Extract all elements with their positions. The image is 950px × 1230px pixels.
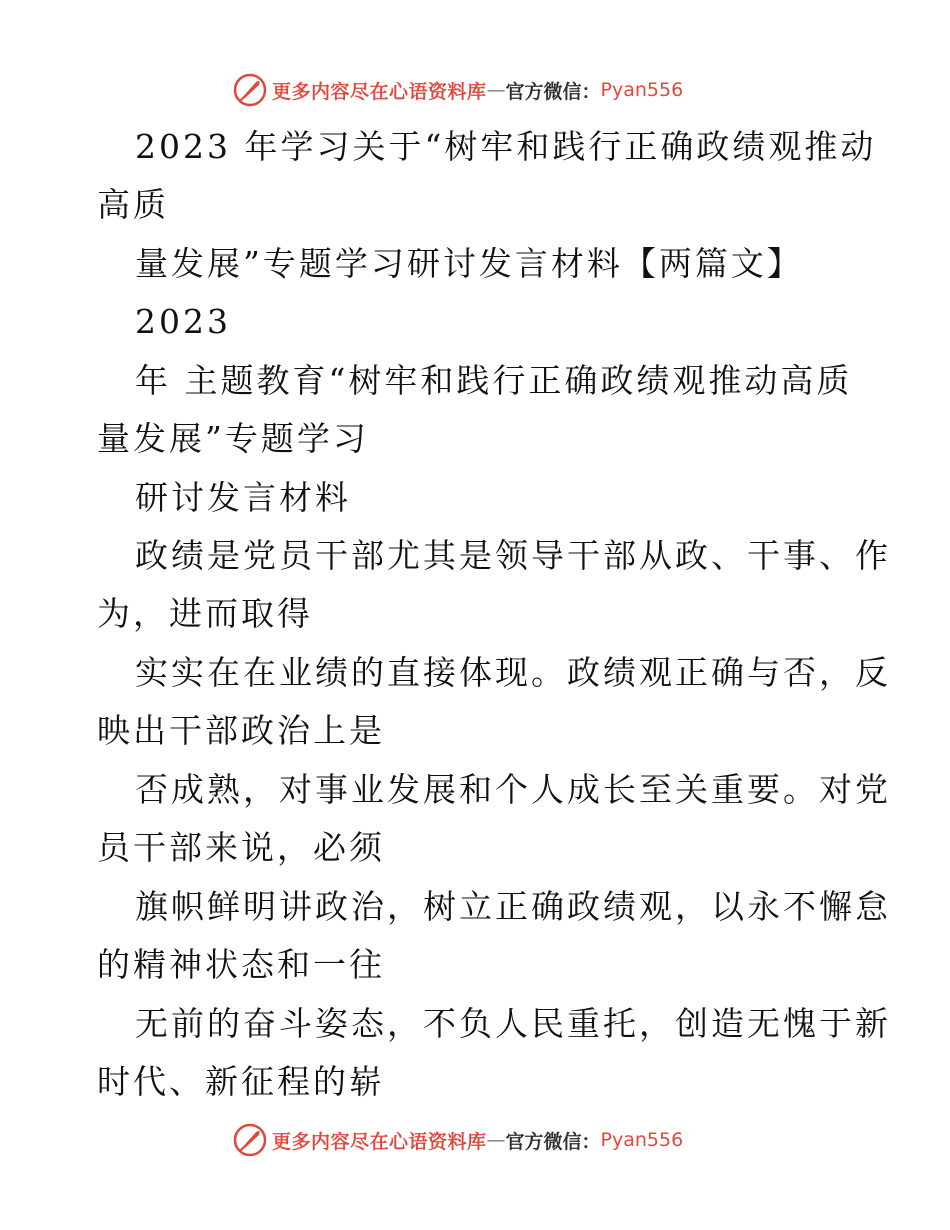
quill-pen-logo-icon <box>232 72 268 108</box>
banner-wechat-id: Pyan556 <box>600 1129 684 1151</box>
text-line: 2023 <box>135 302 231 341</box>
header-watermark-banner <box>232 70 683 110</box>
text-line: 年 主题教育“树牢和践行正确政绩观推动高质 <box>135 361 853 400</box>
text-line: 旗帜鲜明讲政治，树立正确政绩观，以永不懈怠 <box>135 887 891 926</box>
text-line: 否成熟，对事业发展和个人成长至关重要。对党 <box>135 770 891 809</box>
banner-dash: — <box>486 79 506 101</box>
banner-wechat-label: 官方微信： <box>505 80 601 103</box>
text-line: 研讨发言材料 <box>135 478 351 517</box>
banner-site-name: 更多内容尽在心语资料库 <box>272 1130 487 1153</box>
quill-pen-logo-icon <box>232 1122 268 1158</box>
banner-site-name: 更多内容尽在心语资料库 <box>272 80 487 103</box>
text-line: 高质 <box>97 185 169 224</box>
text-line: 实实在在业绩的直接体现。政绩观正确与否，反 <box>135 653 891 692</box>
text-line: 员干部来说，必须 <box>97 828 385 867</box>
text-line: 量发展”专题学习研讨发言材料【两篇文】 <box>135 244 803 283</box>
banner-dash: — <box>486 1129 506 1151</box>
text-line: 量发展”专题学习 <box>97 419 369 458</box>
text-line: 为，进而取得 <box>97 594 313 633</box>
banner-wechat-id: Pyan556 <box>600 79 684 101</box>
footer-watermark-banner <box>232 1120 683 1160</box>
text-line: 映出干部政治上是 <box>97 711 385 750</box>
text-line: 政绩是党员干部尤其是领导干部从政、干事、作 <box>135 536 891 575</box>
text-line: 时代、新征程的崭 <box>97 1062 385 1101</box>
banner-wechat-label: 官方微信： <box>505 1130 601 1153</box>
text-line: 2023 年学习关于“树牢和践行正确政绩观推动 <box>135 127 877 166</box>
text-line: 无前的奋斗姿态，不负人民重托，创造无愧于新 <box>135 1004 891 1043</box>
text-line: 的精神状态和一往 <box>97 945 385 984</box>
